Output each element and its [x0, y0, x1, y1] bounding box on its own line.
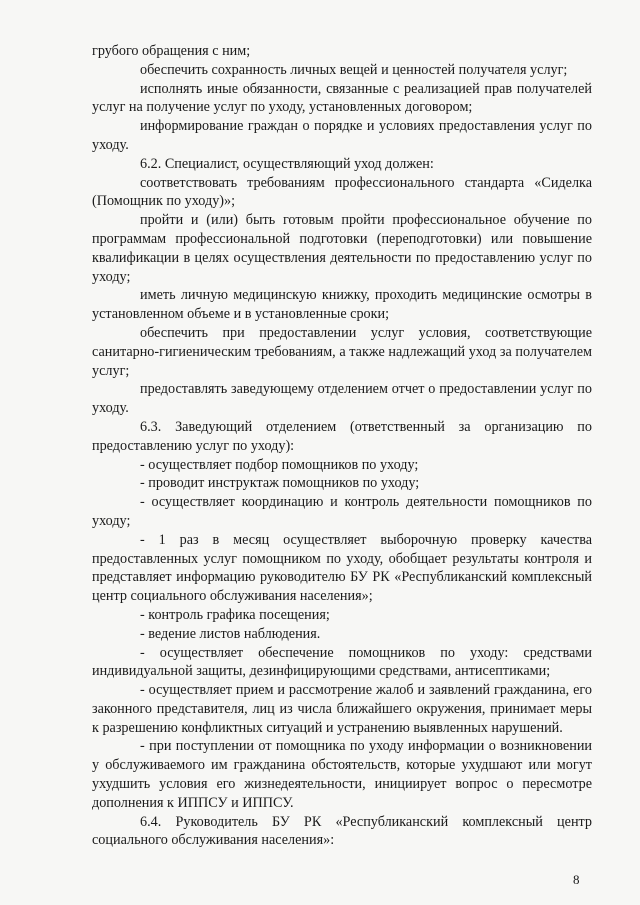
paragraph: 6.4. Руководитель БУ РК «Республиканский комплексный центр социального обслуживания населения»: — [92, 813, 592, 849]
paragraph: - ведение листов наблюдения. — [140, 625, 321, 642]
paragraph: предоставлять заведующему отделением отчет о предоставлении услуг по уходу. — [92, 381, 592, 417]
paragraph: пройти и (или) быть готовым пройти профессиональное обучение по программам профессиональной подготовки (переподготовки) или повышение квалификации в целях осуществления деятельности по предоставлению услуг по уходу; — [92, 212, 592, 285]
paragraph: соответствовать требованиям профессионального стандарта «Сиделка (Помощник по уходу)»; — [92, 174, 592, 210]
paragraph: обеспечить сохранность личных вещей и ценностей получателя услуг; — [140, 61, 568, 78]
paragraph: - 1 раз в месяц осуществляет выборочную проверку качества предоставленных услуг помощником по уходу, обобщает результаты контроля и представляет информацию руководителю БУ РК «Республиканский комплексный центр социального обслуживания населения»; — [92, 531, 592, 605]
page-number: 8 — [573, 872, 580, 887]
paragraph: иметь личную медицинскую книжку, проходить медицинские осмотры в установленном объеме и в установленные сроки; — [92, 287, 592, 323]
paragraph: исполнять иные обязанности, связанные с реализацией прав получателей услуг на получение услуг по уходу, установленных договором; — [92, 80, 592, 116]
paragraph: грубого обращения с ним; — [92, 43, 251, 59]
paragraph: информирование граждан о порядке и условиях предоставления услуг по уходу. — [92, 118, 592, 153]
paragraph: - проводит инструктаж помощников по уходу; — [140, 475, 420, 492]
paragraph: - осуществляет подбор помощников по уходу; — [140, 456, 419, 473]
document-body — [92, 42, 592, 850]
paragraph: - при поступлении от помощника по уходу информации о возникновении у обслуживаемого им гражданина обстоятельств, которые ухудшают или могут ухудшить условия его жизнедеятельности, инициирует вопрос о пересмотре дополнения к ИППСУ и ИППСУ. — [92, 738, 592, 811]
paragraph: - осуществляет координацию и контроль деятельности помощников по уходу; — [92, 494, 592, 529]
paragraph: - осуществляет прием и рассмотрение жалоб и заявлений гражданина, его законного представителя, лиц из числа ближайшего окружения, принимает меры к разрешению конфликтных ситуаций и устранению выявленных нарушений. — [92, 682, 592, 736]
paragraph: 6.3. Заведующий отделением (ответственный за организацию по предоставлению услуг по уходу): — [92, 418, 592, 454]
paragraph: - контроль графика посещения; — [140, 606, 330, 623]
paragraph: 6.2. Специалист, осуществляющий уход должен: — [140, 155, 434, 172]
paragraph: обеспечить при предоставлении услуг условия, соответствующие санитарно-гигиеническим требованиям, а также надлежащий уход за получателем услуг; — [92, 324, 592, 379]
paragraph: - осуществляет обеспечение помощников по уходу: средствами индивидуальной защиты, дезинфицирующими средствами, антисептиками; — [92, 644, 592, 680]
